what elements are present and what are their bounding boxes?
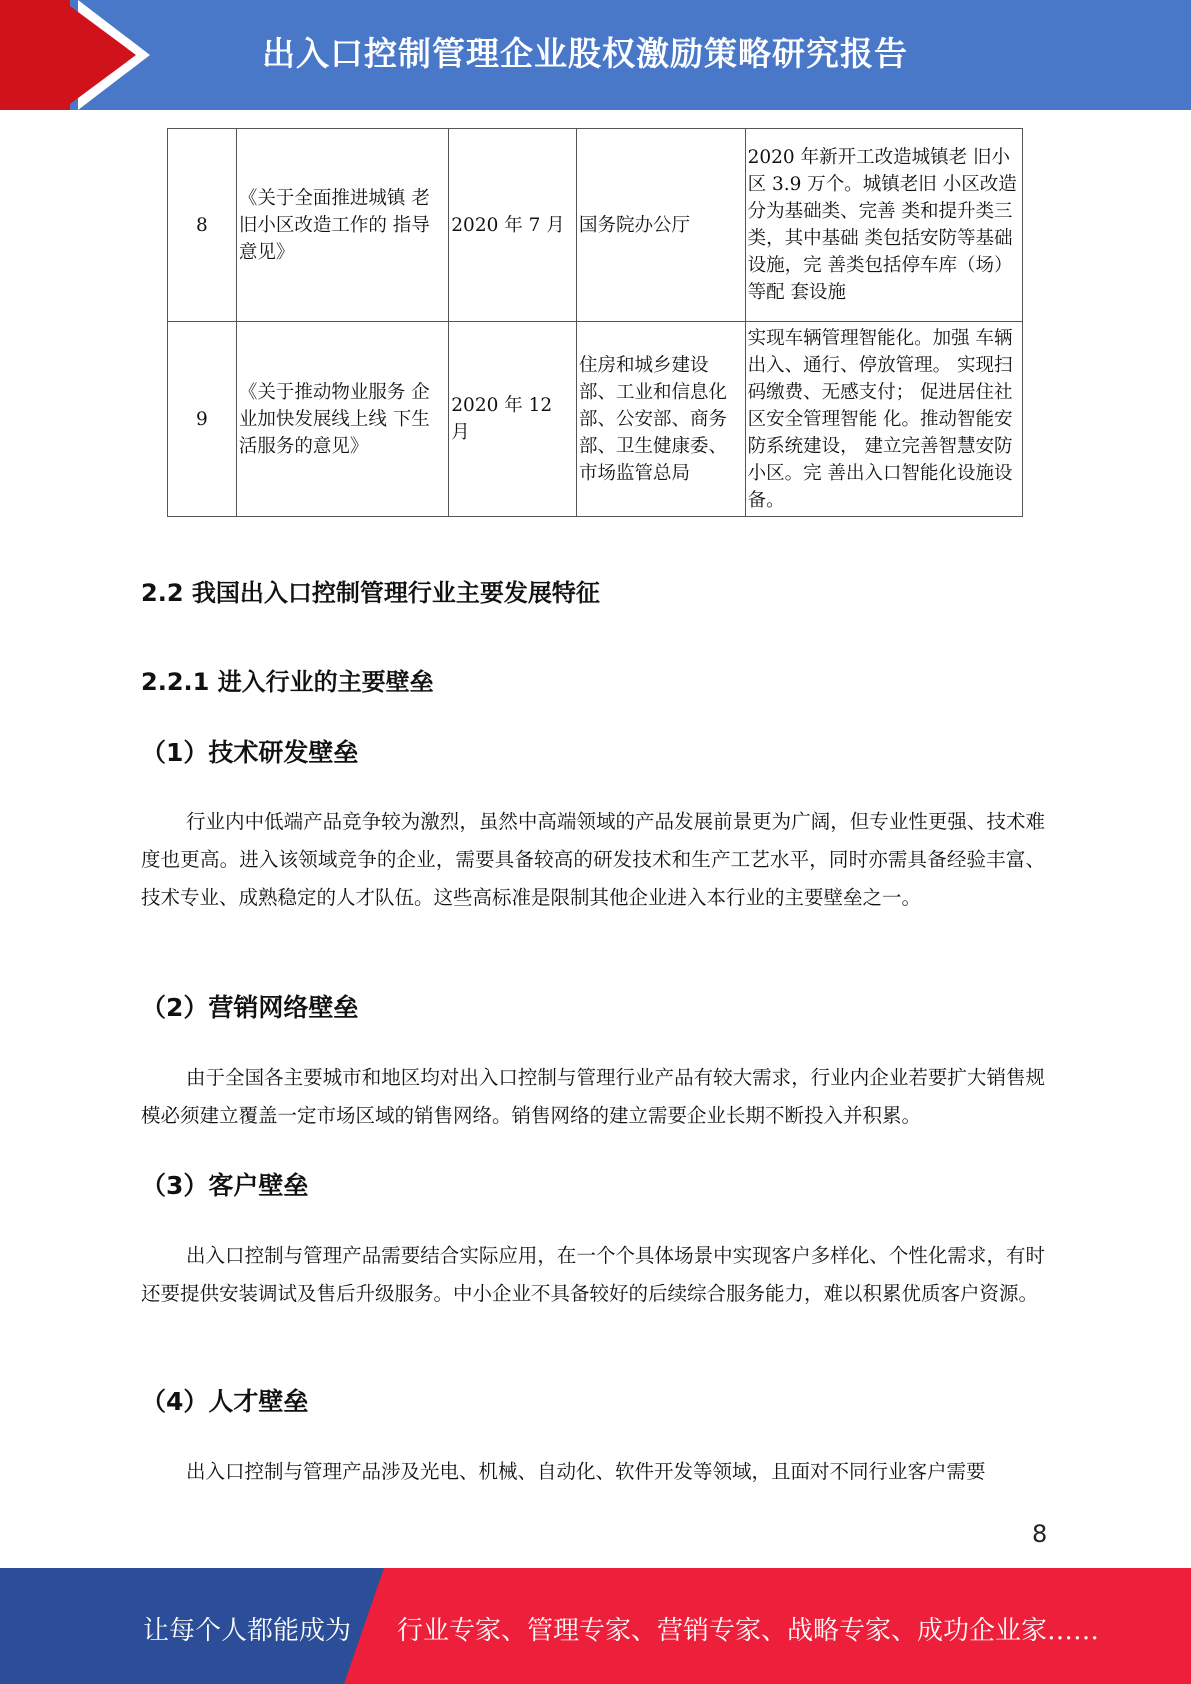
row-number: 8 [168,129,237,322]
item-heading: （1）技术研发壁垒 [141,738,359,767]
policy-table [167,128,1023,517]
issue-date: 2020 年 7 月 [449,129,577,322]
paragraph: 出入口控制与管理产品需要结合实际应用，在一个个具体场景中实现客户多样化、个性化需求，有时还要提供安装调试及售后升级服务。中小企业不具备较好的后续综合服务能力，难以积累优质客户资源。 [141,1244,1045,1305]
item-heading: （3）客户壁垒 [141,1171,309,1200]
policy-name: 《关于推动物业服务 企业加快发展线上线 下生活服务的意见》 [236,322,448,517]
header-red-chevron [70,6,136,104]
row-number: 9 [168,322,237,517]
item-heading: （4）人才壁垒 [141,1387,309,1416]
footer-slogan-right: 行业专家、管理专家、营销专家、战略专家、成功企业家…… [397,1616,1100,1646]
issuing-department: 住房和城乡建设部、工业和信息化部、公安部、商务部、卫生健康委、市场监管总局 [577,322,746,517]
page-number: 8 [1032,1520,1048,1548]
subsection-heading: 2.2.1 进入行业的主要壁垒 [141,668,434,696]
item-heading: （2）营销网络壁垒 [141,993,359,1022]
report-title: 出入口控制管理企业股权激励策略研究报告 [262,34,908,73]
issue-date: 2020 年 12 月 [449,322,577,517]
paragraph: 行业内中低端产品竞争较为激烈，虽然中高端领域的产品发展前景更为广阔，但专业性更强、技术难度也更高。进入该领域竞争的企业，需要具备较高的研发技术和生产工艺水平，同时亦需具备经验丰富、技术专业、成熟稳定的人才队伍。这些高标准是限制其他企业进入本行业的主要壁垒之一。 [141,810,1045,909]
page-footer [0,1568,1191,1684]
paragraph: 由于全国各主要城市和地区均对出入口控制与管理行业产品有较大需求，行业内企业若要扩大销售规模必须建立覆盖一定市场区域的销售网络。销售网络的建立需要企业长期不断投入并积累。 [141,1066,1045,1127]
section-heading: 2.2 我国出入口控制管理行业主要发展特征 [141,579,600,607]
footer-slogan-left: 让每个人都能成为 [143,1616,352,1646]
issuing-department: 国务院办公厅 [577,129,746,322]
table-row [168,129,1023,322]
policy-name: 《关于全面推进城镇 老旧小区改造工作的 指导意见》 [236,129,448,322]
policy-content: 2020 年新开工改造城镇老 旧小区 3.9 万个。城镇老旧 小区改造分为基础类、完善 类和提升类三类，其中基础 类包括安防等基础设施，完 善类包括停车库（场）等配 套设施 [745,129,1022,322]
page-header [0,0,1191,110]
table-row [168,322,1023,517]
policy-content: 实现车辆管理智能化。加强 车辆出入、通行、停放管理。 实现扫码缴费、无感支付； 促进居住社区安全管理智能 化。推动智能安防系统建设， 建立完善智慧安防小区。完 善出入口智能化设施设备。 [745,322,1022,517]
header-red-block [0,0,70,110]
paragraph: 出入口控制与管理产品涉及光电、机械、自动化、软件开发等领域，且面对不同行业客户需要 [186,1460,986,1483]
